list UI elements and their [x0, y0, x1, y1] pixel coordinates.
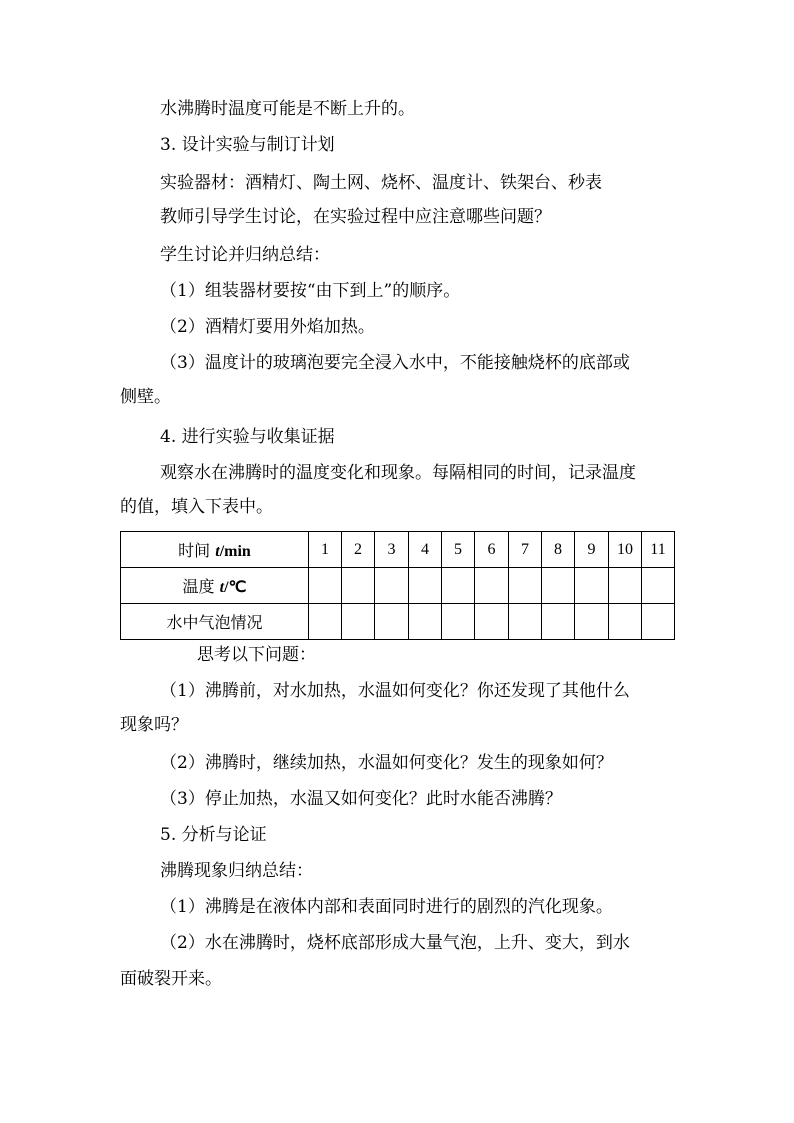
empty-cell[interactable]: [509, 568, 542, 604]
empty-cell[interactable]: [309, 604, 342, 640]
paragraph-summary-intro: 学生讨论并归纳总结：: [160, 245, 330, 265]
list-item-1: （1）组装器材要按“由下到上”的顺序。: [160, 281, 461, 301]
temperature-label: 温度: [182, 577, 220, 596]
paragraph-hypothesis: 水沸腾时温度可能是不断上升的。: [160, 99, 415, 119]
data-table: [120, 531, 675, 640]
empty-cell[interactable]: [342, 568, 375, 604]
time-cell: 1: [309, 532, 342, 568]
time-cell: 2: [342, 532, 375, 568]
time-cell: 7: [509, 532, 542, 568]
question-1-continued: 现象吗？: [120, 715, 188, 735]
paragraph-observe-continued: 的值，填入下表中。: [120, 497, 273, 517]
empty-cell[interactable]: [442, 568, 475, 604]
empty-cell[interactable]: [342, 604, 375, 640]
time-cell: 6: [475, 532, 509, 568]
empty-cell[interactable]: [542, 604, 575, 640]
empty-cell[interactable]: [375, 568, 409, 604]
question-2: （2）沸腾时，继续加热，水温如何变化？发生的现象如何？: [160, 753, 613, 773]
time-cell: 3: [375, 532, 409, 568]
time-label: 时间: [178, 541, 216, 560]
section-heading-5: 5. 分析与论证: [160, 825, 267, 845]
list-item-2: （2）酒精灯要用外焰加热。: [160, 317, 375, 337]
time-cell: 9: [575, 532, 609, 568]
empty-cell[interactable]: [409, 568, 442, 604]
table-row-bubbles: [121, 604, 675, 640]
question-3: （3）停止加热，水温又如何变化？此时水能否沸腾？: [160, 789, 562, 809]
conclusion-2: （2）水在沸腾时，烧杯底部形成大量气泡，上升、变大，到水: [160, 933, 630, 953]
empty-cell[interactable]: [575, 568, 609, 604]
table-row-temperature: [121, 568, 675, 604]
conclusion-2-continued: 面破裂开来。: [120, 969, 222, 989]
empty-cell[interactable]: [309, 568, 342, 604]
empty-cell[interactable]: [375, 604, 409, 640]
conclusion-1: （1）沸腾是在液体内部和表面同时进行的剧烈的汽化现象。: [160, 897, 613, 917]
time-cell: 5: [442, 532, 475, 568]
time-cell: 8: [542, 532, 575, 568]
empty-cell[interactable]: [475, 604, 509, 640]
time-header-cell: [121, 532, 309, 568]
time-cell: 11: [642, 532, 675, 568]
time-variable: t: [215, 543, 220, 560]
empty-cell[interactable]: [642, 568, 675, 604]
list-item-3: （3）温度计的玻璃泡要完全浸入水中，不能接触烧杯的底部或: [160, 353, 630, 373]
temperature-variable: t: [219, 579, 225, 596]
empty-cell[interactable]: [542, 568, 575, 604]
bubbles-header-cell: 水中气泡情况: [121, 604, 309, 640]
time-cell: 4: [409, 532, 442, 568]
question-1: （1）沸腾前，对水加热，水温如何变化？你还发现了其他什么: [160, 681, 630, 701]
empty-cell[interactable]: [442, 604, 475, 640]
paragraph-equipment: 实验器材：酒精灯、陶土网、烧杯、温度计、铁架台、秒表: [160, 173, 602, 193]
time-unit: /min: [219, 543, 251, 560]
time-cell: 10: [609, 532, 642, 568]
empty-cell[interactable]: [509, 604, 542, 640]
section-heading-4: 4. 进行实验与收集证据: [160, 427, 335, 447]
empty-cell[interactable]: [475, 568, 509, 604]
empty-cell[interactable]: [642, 604, 675, 640]
empty-cell[interactable]: [609, 568, 642, 604]
table-row-time: [121, 532, 675, 568]
temperature-header-cell: [121, 568, 309, 604]
paragraph-teacher-guide: 教师引导学生讨论，在实验过程中应注意哪些问题？: [160, 207, 551, 227]
empty-cell[interactable]: [609, 604, 642, 640]
temperature-unit: /℃: [224, 579, 247, 596]
empty-cell[interactable]: [575, 604, 609, 640]
empty-cell[interactable]: [409, 604, 442, 640]
paragraph-observe: 观察水在沸腾时的温度变化和现象。每隔相同的时间，记录温度: [160, 463, 636, 483]
paragraph-boiling-summary: 沸腾现象归纳总结：: [160, 861, 313, 881]
paragraph-think-questions: 思考以下问题：: [197, 645, 316, 665]
section-heading-3: 3. 设计实验与制订计划: [160, 135, 335, 155]
list-item-3-continued: 侧壁。: [120, 387, 171, 407]
